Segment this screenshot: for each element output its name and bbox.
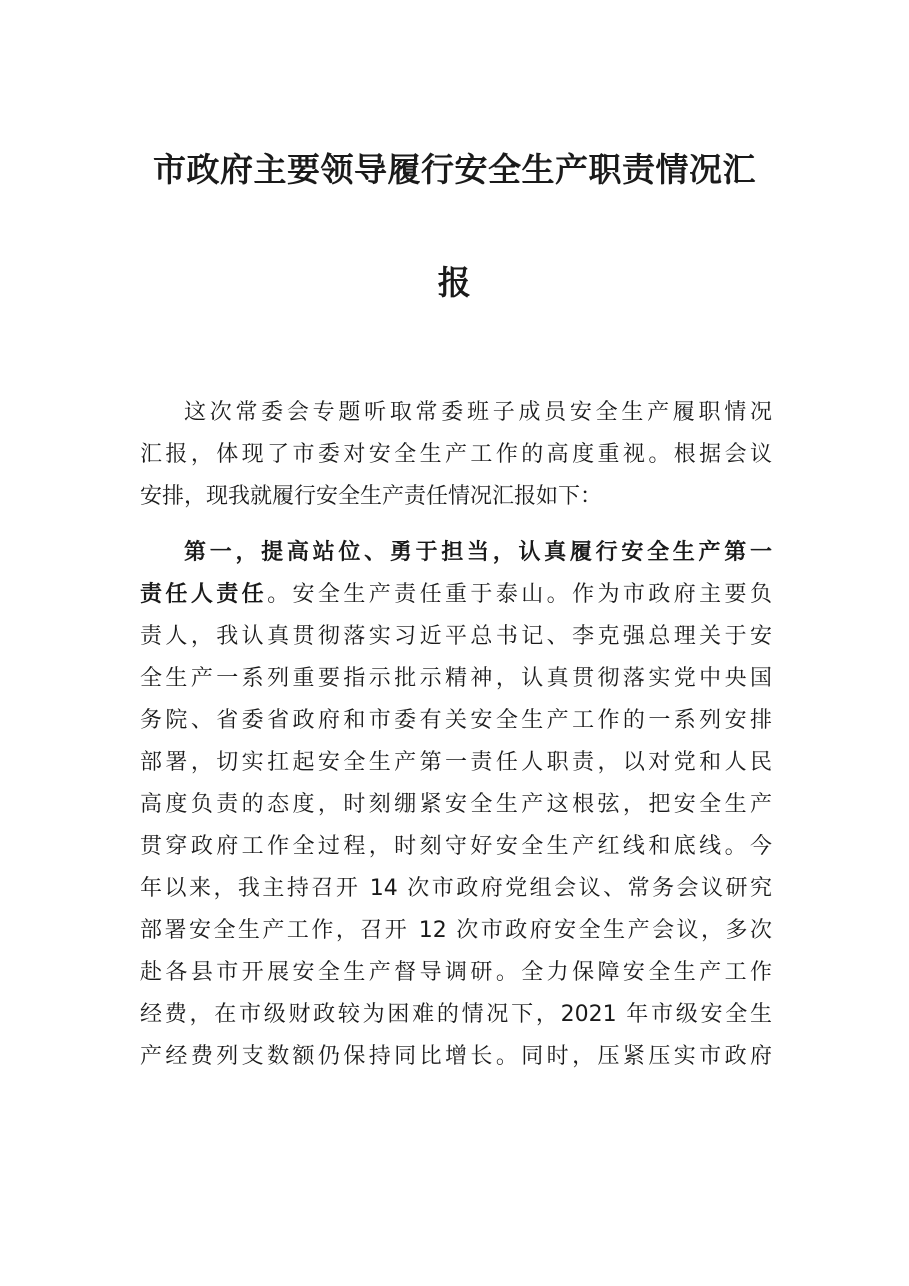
paragraph-line: 汇报，体现了市委对安全生产工作的高度重视。根据会议 xyxy=(140,442,772,467)
paragraph-line: 安排，现我就履行安全生产责任情况汇报如下： xyxy=(140,484,603,509)
paragraph-line: 部署，切实扛起安全生产第一责任人职责，以对党和人民 xyxy=(140,750,772,775)
paragraph-line: 经费，在市级财政较为困难的情况下，2021 年市级安全生 xyxy=(140,1002,772,1027)
paragraph-text: 。安全生产责任重于泰山。作为市政府主要负 xyxy=(267,582,772,607)
section-heading-line: 第一，提高站位、勇于担当，认真履行安全生产第一 xyxy=(184,540,772,565)
section-heading-line: 责任人责任 xyxy=(140,582,268,607)
paragraph-line: 年以来，我主持召开 14 次市政府党组会议、常务会议研究 xyxy=(140,876,772,901)
paragraph-line: 贯穿政府工作全过程，时刻守好安全生产红线和底线。今 xyxy=(140,834,772,859)
paragraph-line: 部署安全生产工作，召开 12 次市政府安全生产会议，多次 xyxy=(140,918,772,943)
paragraph-first-point xyxy=(140,532,772,1078)
paragraph-line: 这次常委会专题听取常委班子成员安全生产履职情况 xyxy=(184,400,772,425)
paragraph-line: 高度负责的态度，时刻绷紧安全生产这根弦，把安全生产 xyxy=(140,792,772,817)
paragraph-line: 全生产一系列重要指示批示精神，认真贯彻落实党中央国 xyxy=(140,666,772,691)
paragraph-line: 务院、省委省政府和市委有关安全生产工作的一系列安排 xyxy=(140,708,772,733)
document-title-line-1: 市政府主要领导履行安全生产职责情况汇 xyxy=(153,150,756,189)
paragraph-line: 产经费列支数额仍保持同比增长。同时，压紧压实市政府 xyxy=(140,1044,772,1069)
paragraph-line: 赴各县市开展安全生产督导调研。全力保障安全生产工作 xyxy=(140,960,772,985)
document-title-line-2: 报 xyxy=(437,263,472,302)
paragraph-intro xyxy=(140,392,772,518)
paragraph-line: 责人，我认真贯彻落实习近平总书记、李克强总理关于安 xyxy=(140,624,772,649)
paragraph-line-mixed xyxy=(140,574,772,616)
